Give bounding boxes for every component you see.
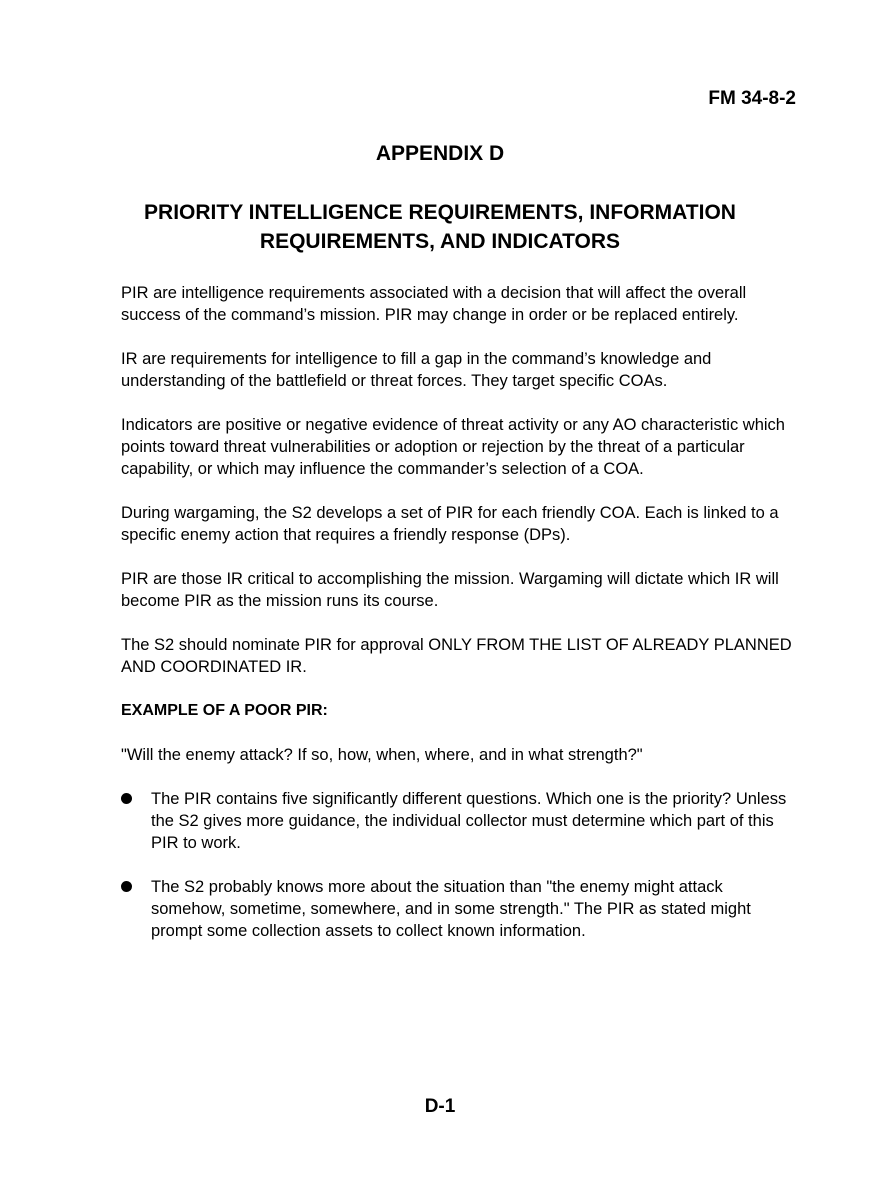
bullet-dot-icon bbox=[121, 793, 132, 804]
page-number: D-1 bbox=[424, 1096, 456, 1117]
list-item bbox=[121, 788, 801, 854]
document-body bbox=[121, 282, 801, 964]
example-heading: EXAMPLE OF A POOR PIR: bbox=[121, 702, 328, 719]
list-item bbox=[121, 876, 801, 942]
bullet-dot-icon bbox=[121, 881, 132, 892]
page-title bbox=[60, 198, 820, 256]
bullet-list bbox=[121, 788, 801, 942]
paragraph-indicators-definition: Indicators are positive or negative evidence of threat activity or any AO characteristic which points toward threat vulnerabilities or adoption or rejection by the threat of a particular capability, or which may influence the commander’s selection of a COA. bbox=[121, 416, 785, 478]
list-item-text: The PIR contains five significantly different questions. Which one is the priority? Unless the S2 gives more guidance, the individual collector must determine which part of this PIR to work. bbox=[151, 790, 787, 852]
paragraph-pir-definition: PIR are intelligence requirements associated with a decision that will affect the overall success of the command’s mission. PIR may change in order or be replaced entirely. bbox=[121, 284, 747, 324]
list-item-text: The S2 probably knows more about the situation than "the enemy might attack somehow, sometime, somewhere, and in some strength." The PIR as stated might prompt some collection assets to collect known information. bbox=[151, 878, 751, 940]
example-quote: "Will the enemy attack? If so, how, when, where, and in what strength?" bbox=[121, 746, 643, 764]
document-number: FM 34-8-2 bbox=[708, 88, 796, 109]
paragraph-s2-nominate: The S2 should nominate PIR for approval ONLY FROM THE LIST OF ALREADY PLANNED AND COORDINATED IR. bbox=[121, 636, 792, 676]
appendix-title: APPENDIX D bbox=[375, 142, 505, 165]
page-title-line-1: PRIORITY INTELLIGENCE REQUIREMENTS, INFORMATION bbox=[144, 201, 736, 224]
page-title-line-2: REQUIREMENTS, AND INDICATORS bbox=[259, 230, 621, 253]
paragraph-pir-critical: PIR are those IR critical to accomplishing the mission. Wargaming will dictate which IR will become PIR as the mission runs its course. bbox=[121, 570, 779, 610]
paragraph-wargaming: During wargaming, the S2 develops a set of PIR for each friendly COA. Each is linked to a specific enemy action that requires a friendly response (DPs). bbox=[121, 504, 779, 544]
paragraph-ir-definition: IR are requirements for intelligence to fill a gap in the command’s knowledge and understanding of the battlefield or threat forces. They target specific COAs. bbox=[121, 350, 712, 390]
